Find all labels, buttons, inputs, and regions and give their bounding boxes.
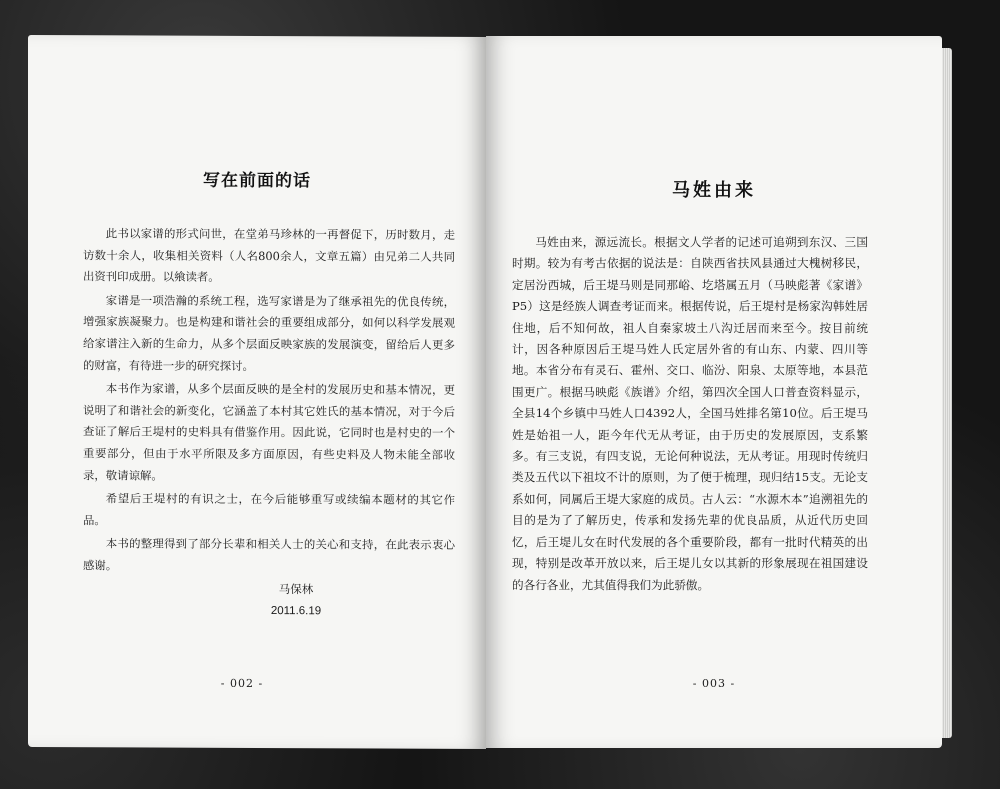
signature-date: 2011.6.19 — [270, 605, 322, 618]
left-page-body — [83, 223, 455, 580]
paragraph: 马姓由来，源远流长。根据文人学者的记述可追朔到东汉、三国时期。较为有考古依据的说法是：自陕西省扶风县通过大槐树移民，定居汾西城，后王堤马则是同那峪、圪塔属五月（马映彪著《家谱》P5）这是经族人调查考证而来。根据传说，后王堤村是杨家沟韩姓居住地，后不知何故，祖人自秦家坡土八沟迁居而来至今。按目前统计，因各种原因后王堤马姓人氏定居外省的有山东、内蒙、四川等地。本省分布有灵石、霍州、交口、临汾、阳泉、太原等地，本县范围更广。根据马映彪《族谱》介绍，第四次全国人口普查资料显示，全县14个乡镇中马姓人口4392人，全国马姓排名第10位。后王堤马姓是始祖一人，距今年代无从考证，由于历史的发展原因，支系繁多。有三支说，有四支说，无论何种说法，无从考证。用现时传统归类及五代以下祖坟不计的原则，为了便于梳理，现归结15支。无论支系如何，同属后王堤大家庭的成员。古人云：“水源木本”追溯祖先的目的是为了了解历史，传承和发扬先辈的优良品质，从近代历史回忆，后王堤儿女在时代发展的各个重要阶段，都有一批时代精英的出现，特别是改革开放以来，后王堤儿女以其新的形象展现在祖国建设的各行各业，尤其值得我们为此骄傲。 — [512, 235, 868, 592]
paragraph: 本书的整理得到了部分长辈和相关人士的关心和支持，在此表示衷心感谢。 — [83, 536, 455, 573]
page-number: - 002 - — [220, 676, 264, 691]
left-page — [28, 35, 486, 749]
paragraph: 希望后王堤村的有识之士，在今后能够重写或续编本题材的其它作品。 — [83, 491, 455, 528]
open-book — [28, 36, 954, 748]
author-signature: 马保林 — [278, 582, 314, 597]
page-number: - 003 - — [692, 677, 736, 690]
paragraph: 本书作为家谱，从多个层面反映的是全村的发展历史和基本情况，更说明了和谐社会的新变化，它涵盖了本村其它姓氏的基本情况，对于今后查证了解后王堤村的史料具有借鉴作用。因此说，它同时也是村史的一个重要部分，但由于水平所限及多方面原因，有些史料及人物未能全部收录，敬请谅解。 — [83, 381, 455, 483]
left-page-title: 写在前面的话 — [203, 170, 311, 192]
right-page-title: 马姓由来 — [672, 180, 756, 201]
right-page — [486, 36, 942, 748]
paragraph: 此书以家谱的形式问世，在堂弟马珍林的一再督促下，历时数月，走访数十余人，收集相关资料（人名800余人，文章五篇）由兄弟二人共同出资刊印成册。以飨读者。 — [83, 226, 455, 285]
right-page-body — [512, 232, 868, 598]
paragraph: 家谱是一项浩瀚的系统工程，选写家谱是为了继承祖先的优良传统，增强家族凝聚力。也是构建和谐社会的重要组成部分，如何以科学发展观给家谱注入新的生命力，从多个层面反映家族的发展演变，留给后人更多的财富，有待进一步的研究探讨。 — [83, 293, 455, 373]
